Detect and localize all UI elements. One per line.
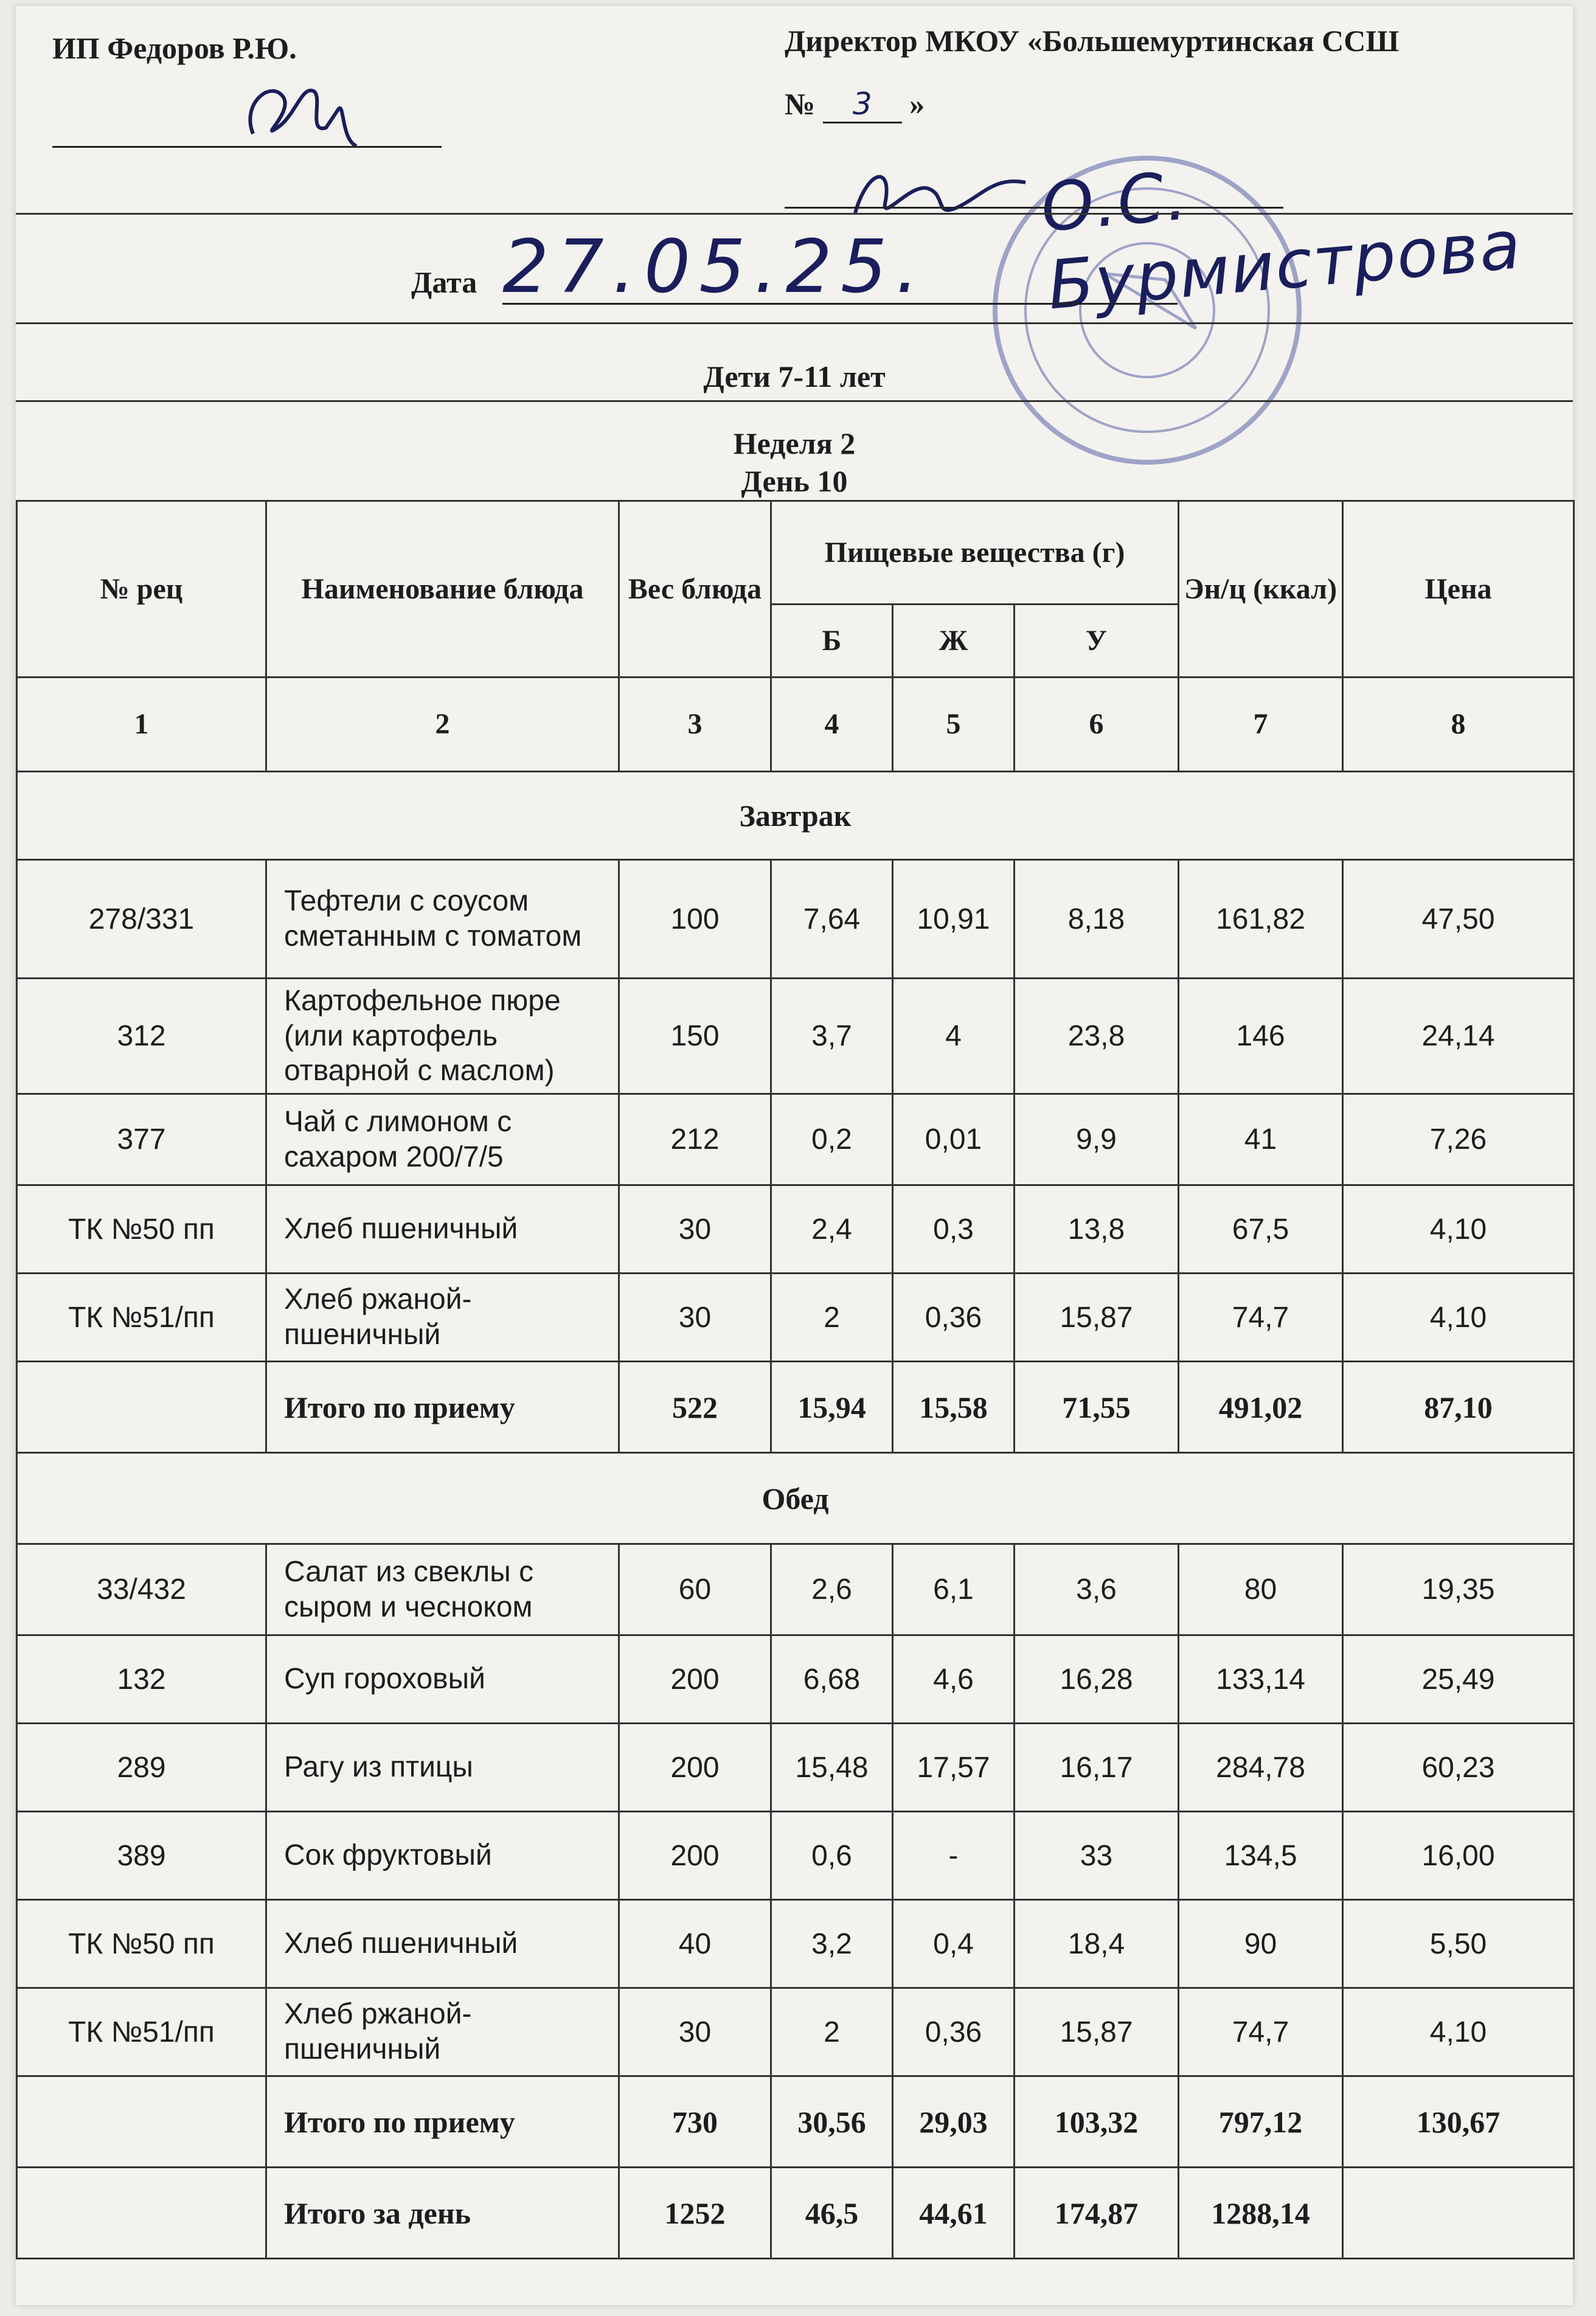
director-title: Директор МКОУ «Большемуртинская ССШ [785, 24, 1400, 58]
cell-zh: 4 [893, 979, 1015, 1094]
cell-kcal: 80 [1179, 1544, 1343, 1635]
total-label: Итого по приему [266, 1362, 619, 1453]
divider [16, 400, 1573, 402]
cell-b: 0,2 [771, 1094, 893, 1185]
table-row [17, 1094, 1574, 1185]
empty-cell [17, 2168, 266, 2259]
cell-kcal: 41 [1179, 1094, 1343, 1185]
cell-b: 6,68 [771, 1635, 893, 1724]
age-group: Дети 7-11 лет [703, 359, 886, 394]
director-name: О.С. Бурмистрова [1038, 156, 1525, 325]
cell-kcal: 90 [1179, 1900, 1343, 1988]
section-breakfast: Завтрак [17, 772, 1574, 860]
cell-u: 3,6 [1015, 1544, 1179, 1635]
cell-u: 33 [1015, 1812, 1179, 1900]
cell-weight: 200 [619, 1724, 771, 1812]
total-u: 103,32 [1015, 2076, 1179, 2168]
cell-b: 15,48 [771, 1724, 893, 1812]
cell-u: 16,28 [1015, 1635, 1179, 1724]
cell-u: 18,4 [1015, 1900, 1179, 1988]
day-label: День 10 [741, 464, 848, 498]
total-u: 71,55 [1015, 1362, 1179, 1453]
cell-price: 47,50 [1343, 860, 1574, 979]
week-label: Неделя 2 [733, 426, 856, 460]
cell-rec: 312 [17, 979, 266, 1094]
director-signature-line [785, 207, 1283, 209]
cell-zh: 0,01 [893, 1094, 1015, 1185]
total-b: 15,94 [771, 1362, 893, 1453]
table-row [17, 1274, 1574, 1362]
cell-b: 2 [771, 1988, 893, 2076]
cell-zh: 0,36 [893, 1274, 1015, 1362]
table-row [17, 979, 1574, 1094]
cell-weight: 30 [619, 1185, 771, 1274]
cell-weight: 60 [619, 1544, 771, 1635]
cell-zh: 4,6 [893, 1635, 1015, 1724]
date-value: 27.05.25. [502, 225, 928, 310]
col-number: 4 [771, 678, 893, 772]
cell-price: 5,50 [1343, 1900, 1574, 1988]
cell-price: 60,23 [1343, 1724, 1574, 1812]
cell-zh: 0,36 [893, 1988, 1015, 2076]
cell-u: 9,9 [1015, 1094, 1179, 1185]
total-zh: 15,58 [893, 1362, 1015, 1453]
cell-name: Картофельное пюре (или картофель отварной с маслом) [266, 979, 619, 1094]
cell-weight: 150 [619, 979, 771, 1094]
supplier-signature-line [52, 146, 442, 148]
table-row [17, 1635, 1574, 1724]
day-total-b: 46,5 [771, 2168, 893, 2259]
day-total-kcal: 1288,14 [1179, 2168, 1343, 2259]
col-name: Наименование блюда [266, 501, 619, 678]
cell-b: 2,4 [771, 1185, 893, 1274]
lunch-total-row [17, 2076, 1574, 2168]
col-number: 6 [1015, 678, 1179, 772]
cell-b: 7,64 [771, 860, 893, 979]
col-b: Б [771, 605, 893, 678]
cell-zh: 10,91 [893, 860, 1015, 979]
table-row [17, 860, 1574, 979]
cell-b: 2 [771, 1274, 893, 1362]
total-kcal: 797,12 [1179, 2076, 1343, 2168]
table-row [17, 1812, 1574, 1900]
table-row [17, 1988, 1574, 2076]
cell-weight: 200 [619, 1635, 771, 1724]
cell-kcal: 284,78 [1179, 1724, 1343, 1812]
supplier-name: ИП Федоров Р.Ю. [52, 31, 297, 65]
breakfast-total-row [17, 1362, 1574, 1453]
cell-name: Тефтели с соусом сметанным с томатом [266, 860, 619, 979]
cell-b: 3,2 [771, 1900, 893, 1988]
col-number: 5 [893, 678, 1015, 772]
day-total-u: 174,87 [1015, 2168, 1179, 2259]
date-line [502, 303, 1178, 305]
cell-name: Хлеб ржаной-пшеничный [266, 1988, 619, 2076]
total-b: 30,56 [771, 2076, 893, 2168]
cell-name: Чай с лимоном с сахаром 200/7/5 [266, 1094, 619, 1185]
cell-zh: 17,57 [893, 1724, 1015, 1812]
cell-kcal: 161,82 [1179, 860, 1343, 979]
cell-kcal: 134,5 [1179, 1812, 1343, 1900]
day-total-label: Итого за день [266, 2168, 619, 2259]
cell-u: 16,17 [1015, 1724, 1179, 1812]
cell-weight: 40 [619, 1900, 771, 1988]
cell-rec: 33/432 [17, 1544, 266, 1635]
cell-weight: 212 [619, 1094, 771, 1185]
cell-zh: 6,1 [893, 1544, 1015, 1635]
cell-u: 23,8 [1015, 979, 1179, 1094]
cell-zh: 0,3 [893, 1185, 1015, 1274]
total-zh: 29,03 [893, 2076, 1015, 2168]
col-u: У [1015, 605, 1179, 678]
cell-price: 24,14 [1343, 979, 1574, 1094]
col-number: 8 [1343, 678, 1574, 772]
cell-b: 2,6 [771, 1544, 893, 1635]
col-rec: № рец [17, 501, 266, 678]
cell-b: 3,7 [771, 979, 893, 1094]
cell-name: Хлеб пшеничный [266, 1185, 619, 1274]
table-row [17, 1544, 1574, 1635]
cell-u: 15,87 [1015, 1274, 1179, 1362]
col-number: 2 [266, 678, 619, 772]
cell-price: 4,10 [1343, 1185, 1574, 1274]
cell-zh: 0,4 [893, 1900, 1015, 1988]
cell-name: Хлеб ржаной-пшеничный [266, 1274, 619, 1362]
cell-rec: ТК №50 пп [17, 1900, 266, 1988]
cell-kcal: 133,14 [1179, 1635, 1343, 1724]
col-number: 7 [1179, 678, 1343, 772]
total-label: Итого по приему [266, 2076, 619, 2168]
divider [16, 322, 1573, 324]
cell-weight: 30 [619, 1274, 771, 1362]
cell-name: Салат из свеклы с сыром и чесноком [266, 1544, 619, 1635]
cell-weight: 200 [619, 1812, 771, 1900]
cell-rec: ТК №51/пп [17, 1274, 266, 1362]
col-number: 3 [619, 678, 771, 772]
day-total-row [17, 2168, 1574, 2259]
cell-rec: ТК №50 пп [17, 1185, 266, 1274]
cell-rec: 132 [17, 1635, 266, 1724]
cell-kcal: 74,7 [1179, 1274, 1343, 1362]
empty-cell [17, 2076, 266, 2168]
cell-name: Сок фруктовый [266, 1812, 619, 1900]
cell-kcal: 67,5 [1179, 1185, 1343, 1274]
cell-name: Суп гороховый [266, 1635, 619, 1724]
day-total-zh: 44,61 [893, 2168, 1015, 2259]
cell-rec: 389 [17, 1812, 266, 1900]
cell-zh: - [893, 1812, 1015, 1900]
section-lunch: Обед [17, 1453, 1574, 1544]
total-kcal: 491,02 [1179, 1362, 1343, 1453]
col-energy: Эн/ц (ккал) [1179, 501, 1343, 678]
cell-name: Рагу из птицы [266, 1724, 619, 1812]
cell-price: 4,10 [1343, 1274, 1574, 1362]
col-zh: Ж [893, 605, 1015, 678]
menu-table [16, 500, 1575, 2259]
col-price: Цена [1343, 501, 1574, 678]
cell-rec: 278/331 [17, 860, 266, 979]
cell-price: 25,49 [1343, 1635, 1574, 1724]
table-row [17, 1185, 1574, 1274]
cell-b: 0,6 [771, 1812, 893, 1900]
cell-weight: 30 [619, 1988, 771, 2076]
cell-kcal: 146 [1179, 979, 1343, 1094]
supplier-signature [235, 67, 369, 158]
table-row [17, 1724, 1574, 1812]
total-weight: 522 [619, 1362, 771, 1453]
cell-u: 13,8 [1015, 1185, 1179, 1274]
cell-rec: 289 [17, 1724, 266, 1812]
cell-name: Хлеб пшеничный [266, 1900, 619, 1988]
empty-cell [17, 1362, 266, 1453]
col-weight: Вес блюда [619, 501, 771, 678]
cell-price: 7,26 [1343, 1094, 1574, 1185]
cell-price: 19,35 [1343, 1544, 1574, 1635]
school-number: № 3 » [785, 86, 925, 123]
total-weight: 730 [619, 2076, 771, 2168]
total-price: 87,10 [1343, 1362, 1574, 1453]
day-total-weight: 1252 [619, 2168, 771, 2259]
date-label: Дата [411, 265, 477, 299]
cell-weight: 100 [619, 860, 771, 979]
divider [16, 213, 1573, 215]
document-sheet [16, 6, 1573, 2305]
total-price: 130,67 [1343, 2076, 1574, 2168]
cell-price: 16,00 [1343, 1812, 1574, 1900]
director-signature [843, 158, 1038, 231]
cell-rec: ТК №51/пп [17, 1988, 266, 2076]
cell-price: 4,10 [1343, 1988, 1574, 2076]
cell-kcal: 74,7 [1179, 1988, 1343, 2076]
cell-u: 15,87 [1015, 1988, 1179, 2076]
cell-u: 8,18 [1015, 860, 1179, 979]
cell-rec: 377 [17, 1094, 266, 1185]
col-number: 1 [17, 678, 266, 772]
col-nutrients: Пищевые вещества (г) [771, 501, 1179, 605]
empty-cell [1343, 2168, 1574, 2259]
table-row [17, 1900, 1574, 1988]
